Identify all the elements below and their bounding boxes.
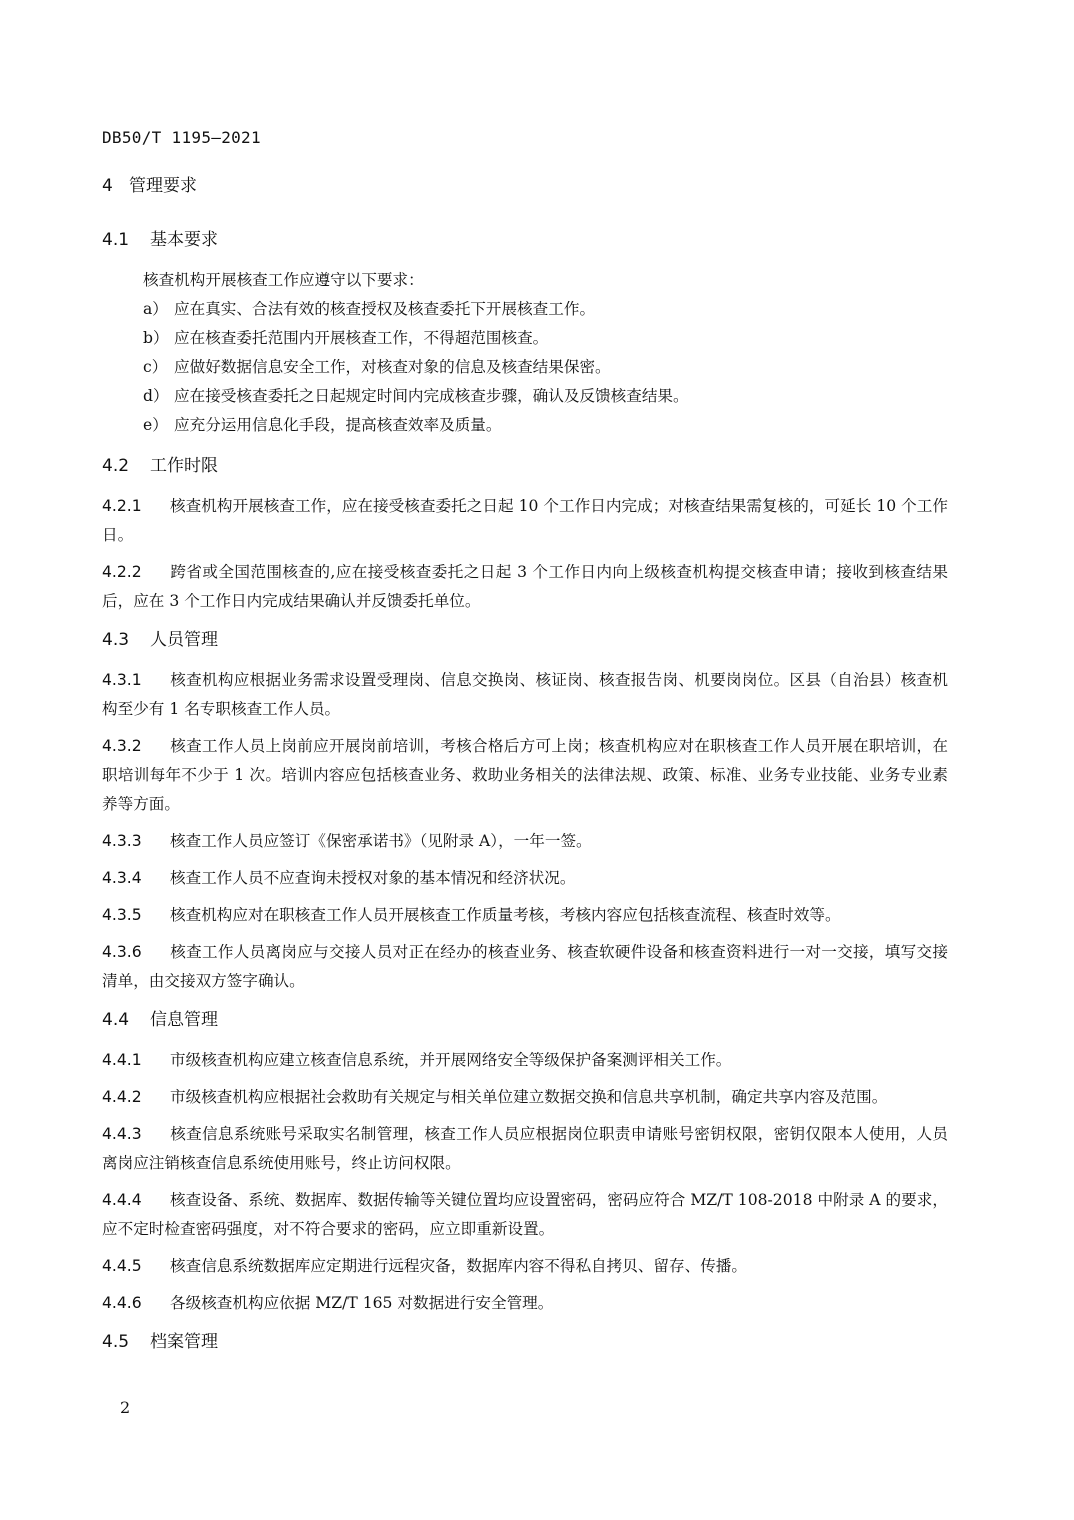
list-text: 应在核查委托范围内开展核查工作，不得超范围核查。 <box>174 329 549 347</box>
clause-4-3-6 <box>102 938 948 996</box>
section-heading-4-2 <box>102 450 948 482</box>
list-marker: b） <box>143 329 169 347</box>
clause-number: 4.3.1 <box>102 671 142 689</box>
clause-4-4-5 <box>102 1252 948 1281</box>
clause-text: 核查信息系统数据库应定期进行远程灾备，数据库内容不得私自拷贝、留存、传播。 <box>170 1257 747 1275</box>
section-title: 基本要求 <box>150 230 218 250</box>
page-number: 2 <box>120 1398 131 1417</box>
clause-4-3-5 <box>102 901 948 930</box>
list-item <box>143 295 948 324</box>
clause-text: 跨省或全国范围核查的,应在接受核查委托之日起 3 个工作日内向上级核查机构提交核查申请；接收到核查结果后，应在 3 个工作日内完成结果确认并反馈委托单位。 <box>102 563 948 610</box>
list-item <box>143 382 948 411</box>
section-number: 4 <box>102 176 113 196</box>
section-number: 4.2 <box>102 456 130 476</box>
clause-number: 4.3.2 <box>102 737 142 755</box>
clause-number: 4.4.3 <box>102 1125 142 1143</box>
section-number: 4.1 <box>102 230 130 250</box>
document-body <box>102 170 948 1368</box>
document-code: DB50/T 1195—2021 <box>102 128 261 147</box>
clause-4-4-2 <box>102 1083 948 1112</box>
clause-4-3-3 <box>102 827 948 856</box>
clause-text: 各级核查机构应依据 MZ/T 165 对数据进行安全管理。 <box>170 1294 554 1312</box>
clause-text: 核查机构应对在职核查工作人员开展核查工作质量考核，考核内容应包括核查流程、核查时效等。 <box>170 906 841 924</box>
clause-text: 核查工作人员离岗应与交接人员对正在经办的核查业务、核查软硬件设备和核查资料进行一对一交接，填写交接清单，由交接双方签字确认。 <box>102 943 948 990</box>
clause-number: 4.3.5 <box>102 906 142 924</box>
list-marker: e） <box>143 416 168 434</box>
clause-4-3-4 <box>102 864 948 893</box>
list-text: 应做好数据信息安全工作，对核查对象的信息及核查结果保密。 <box>174 358 611 376</box>
requirements-intro: 核查机构开展核查工作应遵守以下要求： <box>143 271 424 289</box>
clause-text: 核查信息系统账号采取实名制管理，核查工作人员应根据岗位职责申请账号密钥权限，密钥仅限本人使用，人员离岗应注销核查信息系统使用账号，终止访问权限。 <box>102 1125 948 1172</box>
clause-4-4-3 <box>102 1120 948 1178</box>
section-number: 4.5 <box>102 1332 130 1352</box>
clause-number: 4.2.2 <box>102 563 142 581</box>
clause-4-4-4 <box>102 1186 948 1244</box>
clause-4-4-6 <box>102 1289 948 1318</box>
clause-4-3-1 <box>102 666 948 724</box>
list-text: 应充分运用信息化手段，提高核查效率及质量。 <box>174 416 502 434</box>
clause-number: 4.3.6 <box>102 943 142 961</box>
list-item <box>143 353 948 382</box>
list-item <box>143 324 948 353</box>
clause-number: 4.4.4 <box>102 1191 142 1209</box>
list-text: 应在真实、合法有效的核查授权及核查委托下开展核查工作。 <box>174 300 596 318</box>
clause-text: 市级核查机构应建立核查信息系统，并开展网络安全等级保护备案测评相关工作。 <box>170 1051 732 1069</box>
section-heading-4-4 <box>102 1004 948 1036</box>
clause-number: 4.4.2 <box>102 1088 142 1106</box>
section-title: 工作时限 <box>150 456 218 476</box>
clause-4-3-2 <box>102 732 948 819</box>
section-title: 信息管理 <box>150 1010 218 1030</box>
clause-number: 4.4.5 <box>102 1257 142 1275</box>
clause-text: 核查机构开展核查工作，应在接受核查委托之日起 10 个工作日内完成；对核查结果需复核的，可延长 10 个工作日。 <box>102 497 948 544</box>
list-marker: a） <box>143 300 168 318</box>
clause-text: 核查设备、系统、数据库、数据传输等关键位置均应设置密码，密码应符合 MZ/T 108-2018 中附录 A 的要求，应不定时检查密码强度，对不符合要求的密码，应立即重新设置。 <box>102 1191 948 1238</box>
section-heading-4-5 <box>102 1326 948 1358</box>
clause-number: 4.4.1 <box>102 1051 142 1069</box>
section-title: 档案管理 <box>150 1332 218 1352</box>
clause-text: 核查工作人员上岗前应开展岗前培训，考核合格后方可上岗；核查机构应对在职核查工作人员开展在职培训，在职培训每年不少于 1 次。培训内容应包括核查业务、救助业务相关的法律法规、政策、标准、业务专业技能、业务专业素养等方面。 <box>102 737 948 813</box>
clause-number: 4.3.4 <box>102 869 142 887</box>
clause-number: 4.4.6 <box>102 1294 142 1312</box>
list-item <box>143 411 948 440</box>
section-number: 4.3 <box>102 630 130 650</box>
requirements-list <box>102 295 948 440</box>
clause-text: 核查工作人员应签订《保密承诺书》（见附录 A），一年一签。 <box>170 832 592 850</box>
clause-number: 4.2.1 <box>102 497 142 515</box>
clause-text: 市级核查机构应根据社会救助有关规定与相关单位建立数据交换和信息共享机制，确定共享内容及范围。 <box>170 1088 888 1106</box>
section-heading-4-3 <box>102 624 948 656</box>
section-number: 4.4 <box>102 1010 130 1030</box>
clause-4-4-1 <box>102 1046 948 1075</box>
list-marker: d） <box>143 387 169 405</box>
clause-4-2-1 <box>102 492 948 550</box>
section-heading-4 <box>102 170 948 202</box>
section-title: 管理要求 <box>129 176 197 196</box>
clause-4-2-2 <box>102 558 948 616</box>
list-marker: c） <box>143 358 168 376</box>
section-heading-4-1 <box>102 224 948 256</box>
section-title: 人员管理 <box>150 630 218 650</box>
clause-text: 核查机构应根据业务需求设置受理岗、信息交换岗、核证岗、核查报告岗、机要岗岗位。区县（自治县）核查机构至少有 1 名专职核查工作人员。 <box>102 671 948 718</box>
clause-text: 核查工作人员不应查询未授权对象的基本情况和经济状况。 <box>170 869 576 887</box>
list-text: 应在接受核查委托之日起规定时间内完成核查步骤，确认及反馈核查结果。 <box>174 387 689 405</box>
clause-number: 4.3.3 <box>102 832 142 850</box>
